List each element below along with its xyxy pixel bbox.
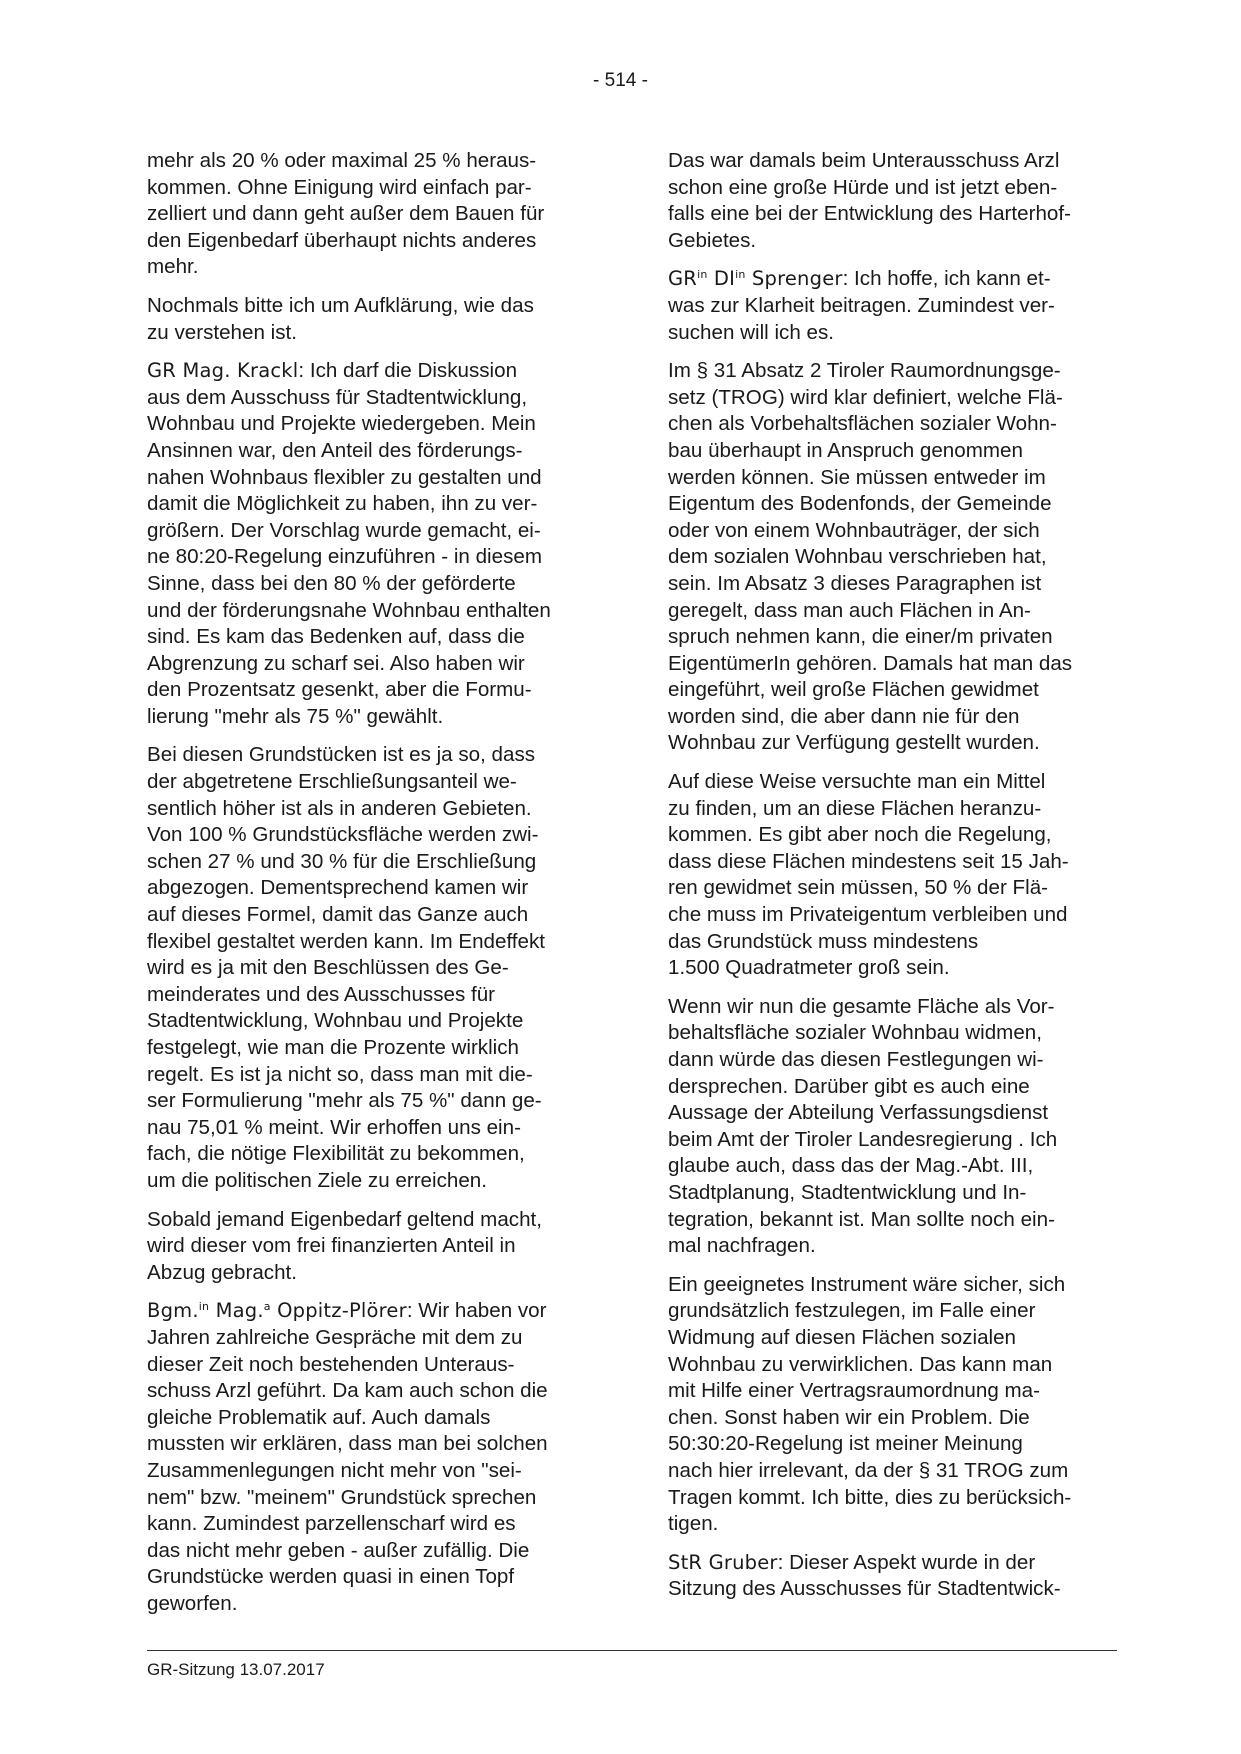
text-line — [668, 1550, 1118, 1577]
text-line — [668, 266, 1118, 293]
text-line: Von 100 % Grundstücksfläche werden zwi- — [147, 823, 539, 847]
text-line: Aussage der Abteilung Verfassungsdienst — [668, 1101, 1049, 1125]
left-column — [147, 148, 597, 1629]
text-line: kommen. Ohne Einigung wird einfach par- — [147, 175, 532, 199]
speaker-name-part: Sprenger — [745, 267, 843, 291]
text-line: Sitzung des Ausschusses für Stadtentwick- — [668, 1577, 1061, 1601]
text-line: Ein geeignetes Instrument wäre sicher, sich — [668, 1272, 1066, 1296]
text-line: geregelt, dass man auch Flächen in An- — [668, 598, 1031, 622]
text-line: dass diese Flächen mindestens seit 15 Jah- — [668, 849, 1069, 873]
text-line: Abgrenzung zu scharf sei. Also haben wir — [147, 651, 525, 675]
text-line: eingeführt, weil große Flächen gewidmet — [668, 678, 1039, 702]
text-line: setz (TROG) wird klar definiert, welche Flä- — [668, 385, 1063, 409]
text-line: Nochmals bitte ich um Aufklärung, wie das — [147, 293, 534, 317]
speech-start: : Ich hoffe, ich kann et- — [842, 267, 1051, 291]
page-number: - 514 - — [593, 70, 648, 91]
text-line: meinderates und des Ausschusses für — [147, 982, 496, 1006]
text-line: grundsätzlich festzulegen, im Falle einer — [668, 1299, 1036, 1323]
text-line: worden sind, die aber dann nie für den — [668, 704, 1020, 728]
speaker-superscript: a — [263, 1300, 271, 1314]
text-line: Wenn wir nun die gesamte Fläche als Vor- — [668, 994, 1055, 1018]
text-line: 50:30:20-Regelung ist meiner Meinung — [668, 1432, 1023, 1456]
text-line: Wohnbau zu verwirklichen. Das kann man — [668, 1352, 1053, 1376]
text-line: das nicht mehr geben - außer zufällig. Die — [147, 1538, 530, 1562]
text-line: Das war damals beim Unterausschuss Arzl — [668, 149, 1060, 172]
text-line: damit die Möglichkeit zu haben, ihn zu ver- — [147, 492, 538, 516]
text-line: das Grundstück muss mindestens — [668, 929, 979, 953]
text-line: sind. Es kam das Bedenken auf, dass die — [147, 625, 525, 649]
text-line: Im § 31 Absatz 2 Tiroler Raumordnungsge- — [668, 359, 1061, 383]
text-line: Wohnbau und Projekte wiedergeben. Mein — [147, 412, 536, 436]
text-line: tigen. — [668, 1512, 719, 1536]
text-line: chen als Vorbehaltsflächen sozialer Wohn- — [668, 412, 1057, 436]
speaker-superscript: in — [735, 268, 746, 282]
text-line: nau 75,01 % meint. Wir erhoffen uns ein- — [147, 1115, 521, 1139]
text-line: was zur Klarheit beitragen. Zumindest ver- — [668, 293, 1055, 317]
paragraph — [147, 148, 597, 281]
text-line: Grundstücke werden quasi in einen Topf — [147, 1565, 515, 1589]
speech-start: : Wir haben vor — [406, 1299, 547, 1323]
text-line: schuss Arzl geführt. Da kam auch schon die — [147, 1379, 548, 1403]
text-line: 1.500 Quadratmeter groß sein. — [668, 956, 950, 980]
text-line: regelt. Es ist ja nicht so, dass man mit die- — [147, 1062, 533, 1086]
text-line: dieser Zeit noch bestehenden Unteraus- — [147, 1352, 515, 1376]
text-line: Gebietes. — [668, 228, 757, 252]
text-line: Eigentum des Bodenfonds, der Gemeinde — [668, 492, 1052, 516]
footer-divider — [147, 1650, 1117, 1651]
text-line: zu verstehen ist. — [147, 320, 297, 344]
speaker-name-part: Oppitz-Plörer — [270, 1299, 407, 1323]
text-line: den Prozentsatz gesenkt, aber die Formu- — [147, 678, 532, 702]
text-line: den Eigenbedarf überhaupt nichts anderes — [147, 228, 537, 252]
text-line: sentlich höher ist als in anderen Gebieten. — [147, 796, 532, 820]
text-line: auf dieses Formel, damit das Ganze auch — [147, 903, 529, 927]
text-line: wird dieser vom frei finanzierten Anteil in — [147, 1234, 516, 1258]
text-line: kommen. Es gibt aber noch die Regelung, — [668, 823, 1052, 847]
text-line: mehr. — [147, 255, 199, 279]
text-line: ser Formulierung "mehr als 75 %" dann ge- — [147, 1089, 542, 1113]
footer-text: GR-Sitzung 13.07.2017 — [147, 1660, 325, 1679]
speaker-name: StR Gruber — [668, 1550, 778, 1574]
text-line: Sinne, dass bei den 80 % der geförderte — [147, 571, 516, 595]
text-line: gleiche Problematik auf. Auch damals — [147, 1405, 491, 1429]
speaker-name-part: DI — [707, 267, 736, 291]
text-line: dersprechen. Darüber gibt es auch eine — [668, 1074, 1030, 1098]
text-line — [147, 358, 597, 385]
text-line: che muss im Privateigentum verbleiben und — [668, 903, 1068, 927]
speaker-name-part: Mag. — [209, 1299, 264, 1323]
text-line: festgelegt, wie man die Prozente wirklich — [147, 1036, 520, 1059]
text-line: fach, die nötige Flexibilität zu bekommen, — [147, 1142, 525, 1166]
text-line: abgezogen. Dementsprechend kamen wir — [147, 876, 529, 900]
paragraph — [668, 1272, 1118, 1538]
text-line: sein. Im Absatz 3 dieses Paragraphen ist — [668, 571, 1042, 595]
text-line: lierung "mehr als 75 %" gewählt. — [147, 704, 444, 728]
text-line: Sobald jemand Eigenbedarf geltend macht, — [147, 1207, 542, 1231]
speaker-name — [147, 1299, 407, 1322]
text-line: Tragen kommt. Ich bitte, dies zu berücksich- — [668, 1485, 1072, 1509]
text-line: ne 80:20-Regelung einzuführen - in diesem — [147, 545, 542, 569]
text-line: Auf diese Weise versuchte man ein Mittel — [668, 770, 1046, 794]
text-line: der abgetretene Erschließungsanteil we- — [147, 770, 517, 794]
text-line: behaltsfläche sozialer Wohnbau widmen, — [668, 1021, 1042, 1045]
text-line: mit Hilfe einer Vertragsraumordnung ma- — [668, 1379, 1040, 1403]
text-line: geworfen. — [147, 1591, 238, 1615]
text-line: ren gewidmet sein müssen, 50 % der Flä- — [668, 876, 1049, 900]
text-line: werden können. Sie müssen entweder im — [668, 465, 1046, 489]
paragraph — [668, 266, 1118, 346]
paragraph — [147, 358, 597, 730]
speech-start: : Ich darf die Diskussion — [298, 359, 518, 383]
text-line: beim Amt der Tiroler Landesregierung . Ich — [668, 1127, 1058, 1151]
text-line: bau überhaupt in Anspruch genommen — [668, 438, 1023, 462]
speaker-name — [668, 267, 843, 290]
text-line: spruch nehmen kann, die einer/m privaten — [668, 625, 1053, 649]
speaker-superscript: in — [198, 1300, 210, 1314]
paragraph — [147, 1207, 597, 1287]
text-line: Ansinnen war, den Anteil des förderungs- — [147, 438, 523, 462]
text-line: dem sozialen Wohnbau verschrieben hat, — [668, 545, 1047, 569]
speaker-name-part: GR — [668, 267, 698, 291]
text-line: Jahren zahlreiche Gespräche mit dem zu — [147, 1325, 523, 1349]
text-line: tegration, bekannt ist. Man sollte noch ein- — [668, 1207, 1055, 1231]
text-line: aus dem Ausschuss für Stadtentwicklung, — [147, 385, 528, 409]
speech-start: : Dieser Aspekt wurde in der — [777, 1550, 1036, 1574]
paragraph — [147, 1298, 597, 1617]
text-line: Zusammenlegungen nicht mehr von "sei- — [147, 1458, 522, 1482]
paragraph — [147, 293, 597, 346]
text-line: mal nachfragen. — [668, 1234, 816, 1258]
text-line: mehr als 20 % oder maximal 25 % heraus- — [147, 149, 537, 172]
speaker-name-part: Bgm. — [147, 1299, 199, 1323]
paragraph — [668, 358, 1118, 757]
text-line: schon eine große Hürde und ist jetzt eben- — [668, 175, 1058, 199]
text-line: zu finden, um an diese Flächen heranzu- — [668, 796, 1042, 820]
text-line: mussten wir erklären, dass man bei solchen — [147, 1432, 548, 1456]
text-line: Wohnbau zur Verfügung gestellt wurden. — [668, 731, 1040, 755]
text-line: wird es ja mit den Beschlüssen des Ge- — [147, 956, 509, 980]
text-line: dann würde das diesen Festlegungen wi- — [668, 1048, 1044, 1071]
text-line: Widmung auf diesen Flächen sozialen — [668, 1325, 1017, 1349]
paragraph — [668, 148, 1118, 254]
text-line: um die politischen Ziele zu erreichen. — [147, 1168, 487, 1192]
text-line: Bei diesen Grundstücken ist es ja so, dass — [147, 743, 536, 767]
text-line: nach hier irrelevant, da der § 31 TROG zum — [668, 1458, 1069, 1482]
text-line: EigentümerIn gehören. Damals hat man das — [668, 651, 1073, 675]
right-column — [668, 148, 1118, 1615]
text-line: Abzug gebracht. — [147, 1260, 297, 1284]
text-line: größern. Der Vorschlag wurde gemacht, ei- — [147, 518, 541, 542]
paragraph — [668, 1550, 1118, 1603]
text-line: Stadtentwicklung, Wohnbau und Projekte — [147, 1009, 524, 1033]
text-line: und der förderungsnahe Wohnbau enthalten — [147, 598, 551, 622]
paragraph — [147, 742, 597, 1194]
text-line: schen 27 % und 30 % für die Erschließung — [147, 849, 537, 873]
text-line: glaube auch, dass das der Mag.-Abt. III, — [668, 1154, 1034, 1178]
text-line: zelliert und dann geht außer dem Bauen für — [147, 202, 545, 226]
text-line: oder von einem Wohnbauträger, der sich — [668, 518, 1040, 542]
paragraph — [668, 769, 1118, 982]
paragraph — [668, 994, 1118, 1260]
text-line: nem" bzw. "meinem" Grundstück sprechen — [147, 1485, 537, 1509]
text-line: suchen will ich es. — [668, 320, 834, 344]
text-line: chen. Sonst haben wir ein Problem. Die — [668, 1405, 1030, 1429]
text-line: falls eine bei der Entwicklung des Harterhof- — [668, 202, 1071, 226]
text-line: nahen Wohnbaus flexibler zu gestalten und — [147, 465, 542, 489]
text-line: Stadtplanung, Stadtentwicklung und In- — [668, 1180, 1027, 1204]
text-line: flexibel gestaltet werden kann. Im Endeffekt — [147, 929, 545, 953]
text-line: kann. Zumindest parzellenscharf wird es — [147, 1512, 516, 1536]
text-line — [147, 1298, 597, 1325]
speaker-superscript: in — [697, 268, 708, 282]
speaker-name: GR Mag. Krackl — [147, 359, 299, 383]
